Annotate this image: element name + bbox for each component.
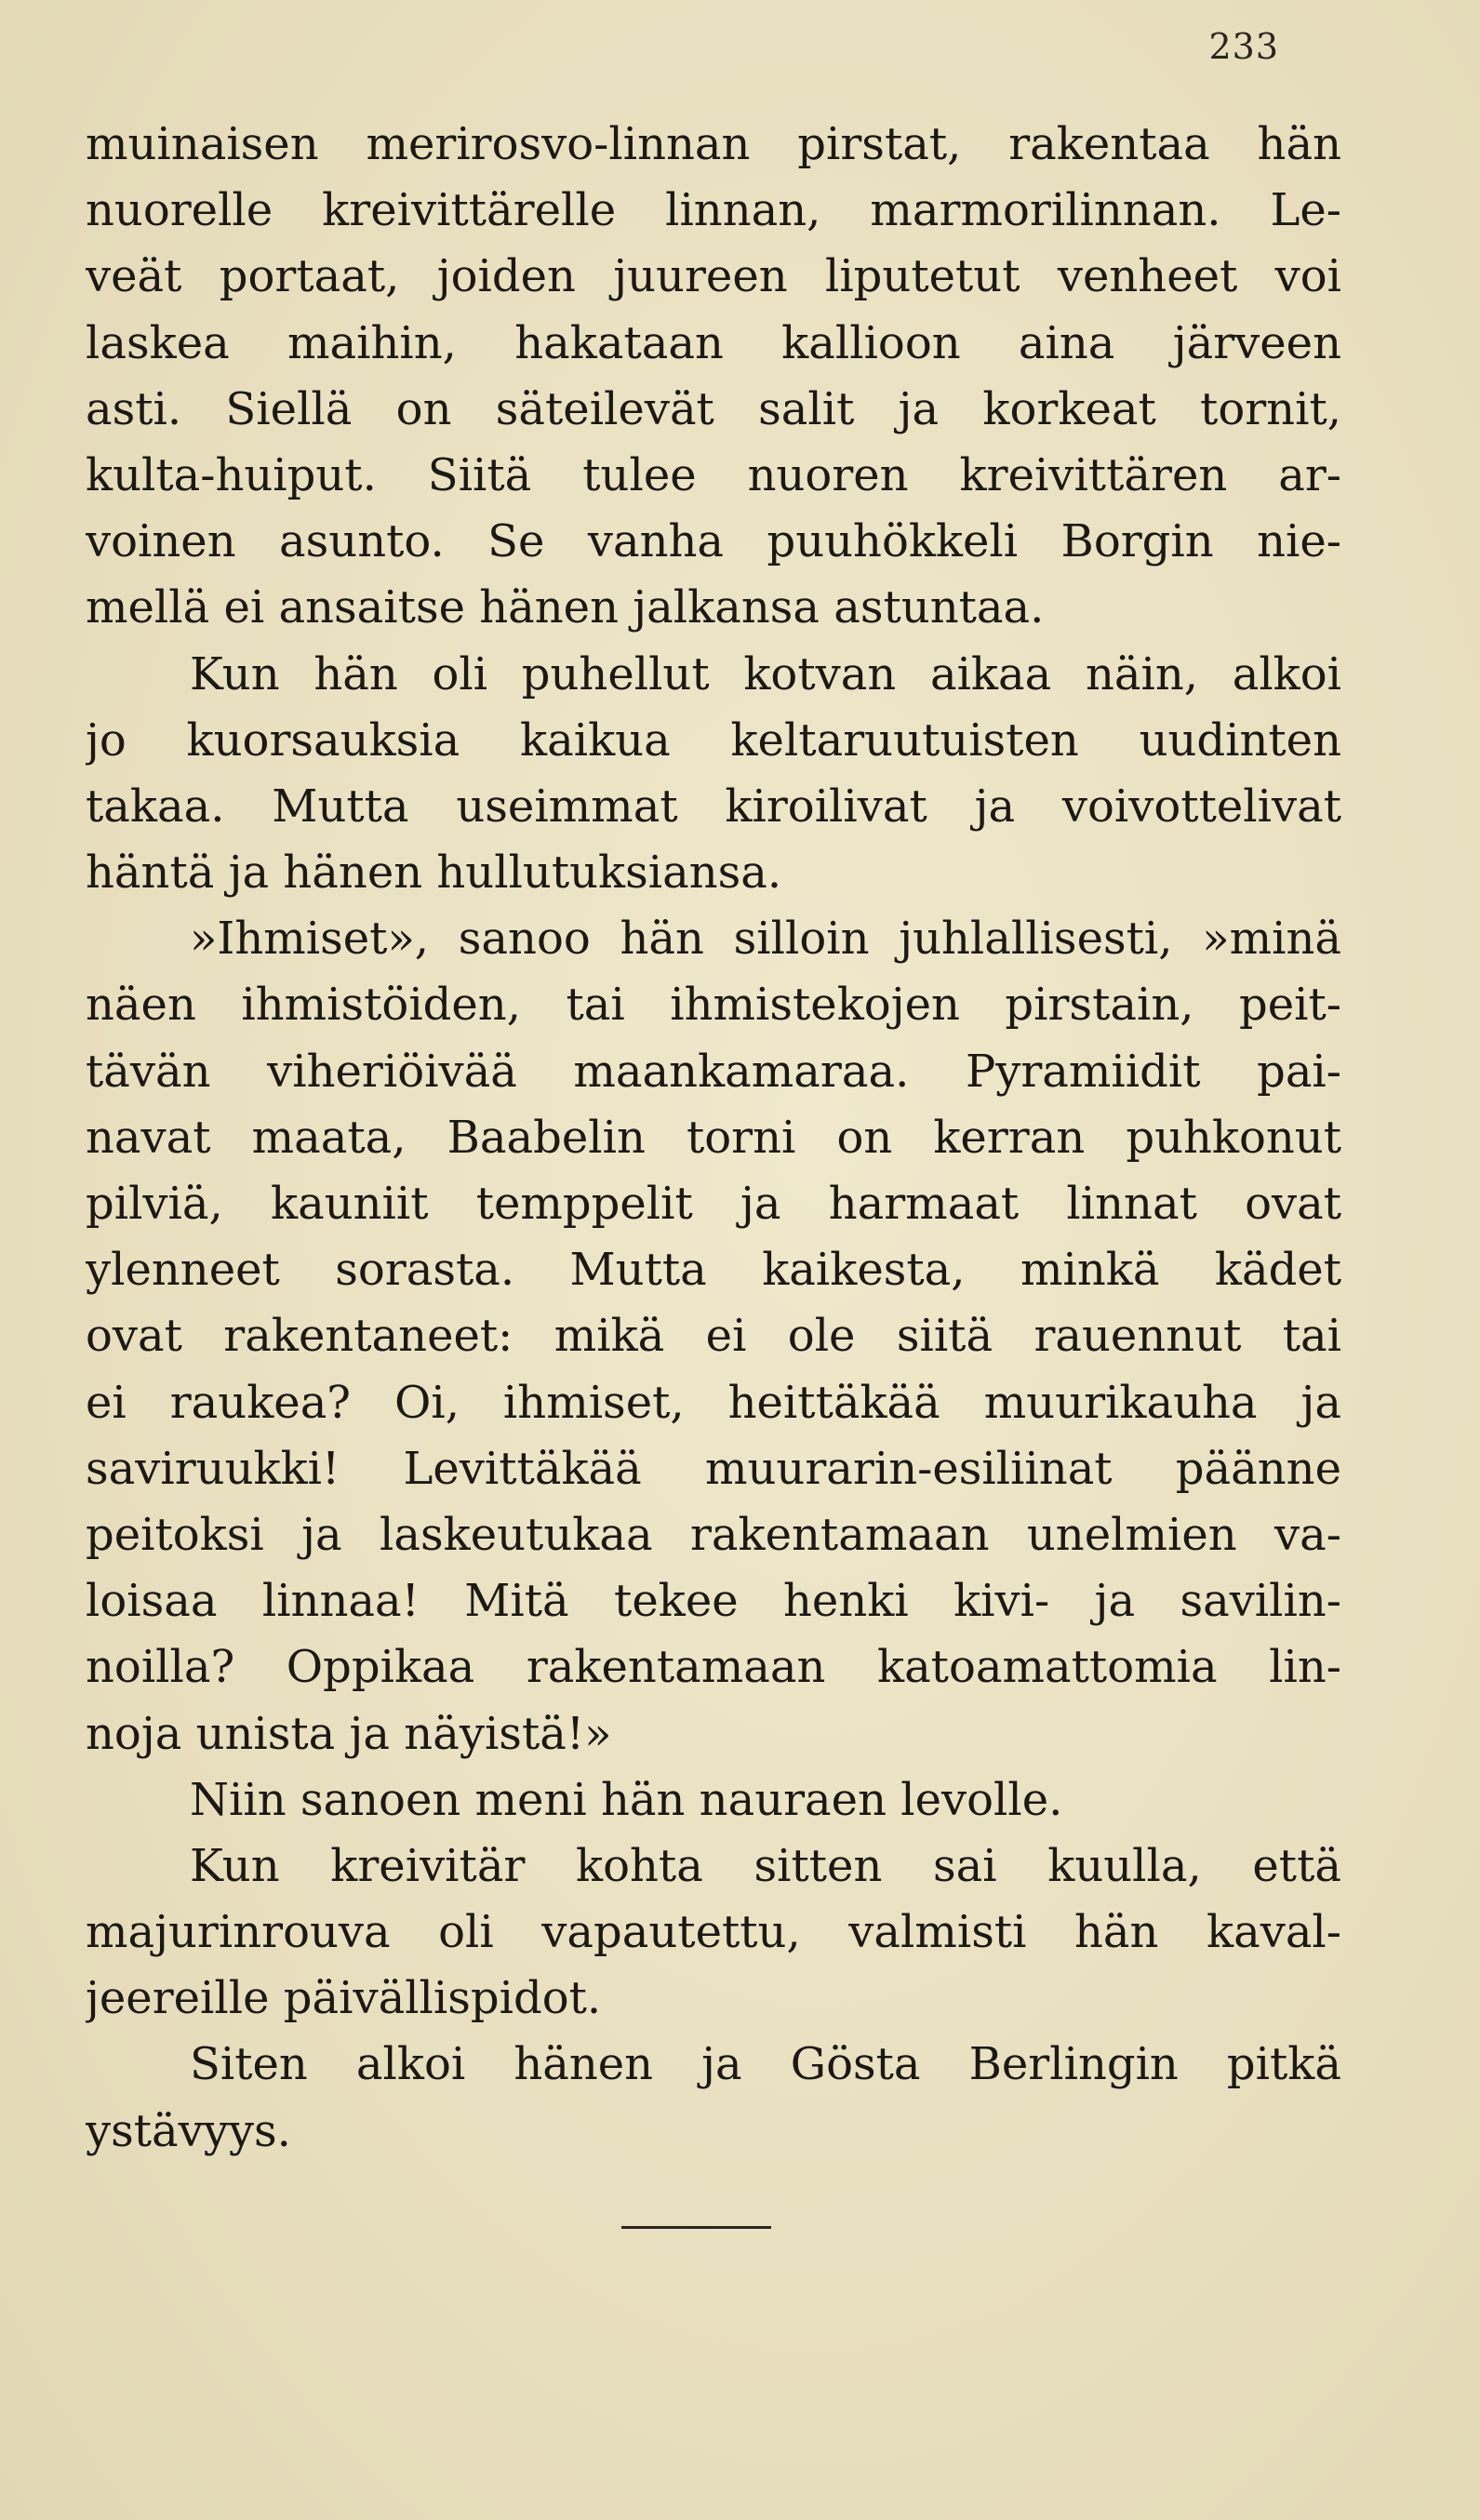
text-line: navat maata, Baabelin torni on kerran puhkonut — [86, 1111, 1341, 1164]
text-line: loisaa linnaa! Mitä tekee henki kivi- ja savilin- — [86, 1575, 1341, 1628]
text-line: ylenneet sorasta. Mutta kaikesta, minkä kädet — [86, 1244, 1341, 1297]
text-line: mellä ei ansaitse hänen jalkansa astuntaa. — [86, 581, 1045, 634]
text-line: veät portaat, joiden juureen liputetut venheet voi — [86, 250, 1341, 303]
text-line: tävän viheriöivää maankamaraa. Pyramiidit pai- — [86, 1045, 1341, 1098]
text-line: asti. Siellä on säteilevät salit ja korkeat tornit, — [86, 382, 1341, 435]
text-line: noja unista ja näyistä!» — [86, 1707, 612, 1760]
text-line: ei raukea? Oi, ihmiset, heittäkää muurikauha ja — [86, 1376, 1341, 1429]
text-line: saviruukki! Levittäkää muurarin-esiliinat päänne — [86, 1442, 1341, 1495]
text-line: muinaisen merirosvo-linnan pirstat, rakentaa hän — [86, 118, 1341, 170]
body-text — [86, 112, 1341, 2165]
text-line: majurinrouva oli vapautettu, valmisti hän kaval- — [86, 1906, 1341, 1959]
text-line: näen ihmistöiden, tai ihmistekojen pirstain, peit- — [86, 979, 1341, 1032]
text-line: nuorelle kreivittärelle linnan, marmorilinnan. Le- — [86, 184, 1341, 237]
text-line: ystävyys. — [86, 2104, 291, 2157]
section-separator — [621, 2226, 771, 2229]
text-line: kulta-huiput. Siitä tulee nuoren kreivittären ar- — [86, 448, 1341, 501]
text-line: pilviä, kauniit temppelit ja harmaat linnat ovat — [86, 1178, 1341, 1230]
text-line: jo kuorsauksia kaikua keltaruutuisten uudinten — [86, 713, 1341, 767]
text-line: Siten alkoi hänen ja Gösta Berlingin pitkä — [190, 2038, 1341, 2091]
text-line: häntä ja hänen hullutuksiansa. — [86, 847, 782, 900]
text-line: noilla? Oppikaa rakentamaan katoamattomia lin- — [86, 1641, 1341, 1694]
text-line: Kun kreivitär kohta sitten sai kuulla, että — [190, 1839, 1341, 1892]
page-number: 233 — [1208, 26, 1279, 67]
text-line: takaa. Mutta useimmat kiroilivat ja voivottelivat — [86, 780, 1341, 833]
text-line: voinen asunto. Se vanha puuhökkeli Borgin nie- — [86, 515, 1341, 568]
text-line: laskea maihin, hakataan kallioon aina järveen — [86, 316, 1341, 369]
text-line: ovat rakentaneet: mikä ei ole siitä rauennut tai — [86, 1310, 1341, 1363]
text-line: jeereille päivällispidot. — [86, 1972, 602, 2025]
text-line: peitoksi ja laskeutukaa rakentamaan unelmien va- — [86, 1508, 1341, 1561]
text-line: Kun hän oli puhellut kotvan aikaa näin, alkoi — [190, 647, 1341, 700]
text-line: »Ihmiset», sanoo hän silloin juhlallisesti, »minä — [190, 913, 1341, 966]
text-line: Niin sanoen meni hän nauraen levolle. — [190, 1773, 1063, 1826]
